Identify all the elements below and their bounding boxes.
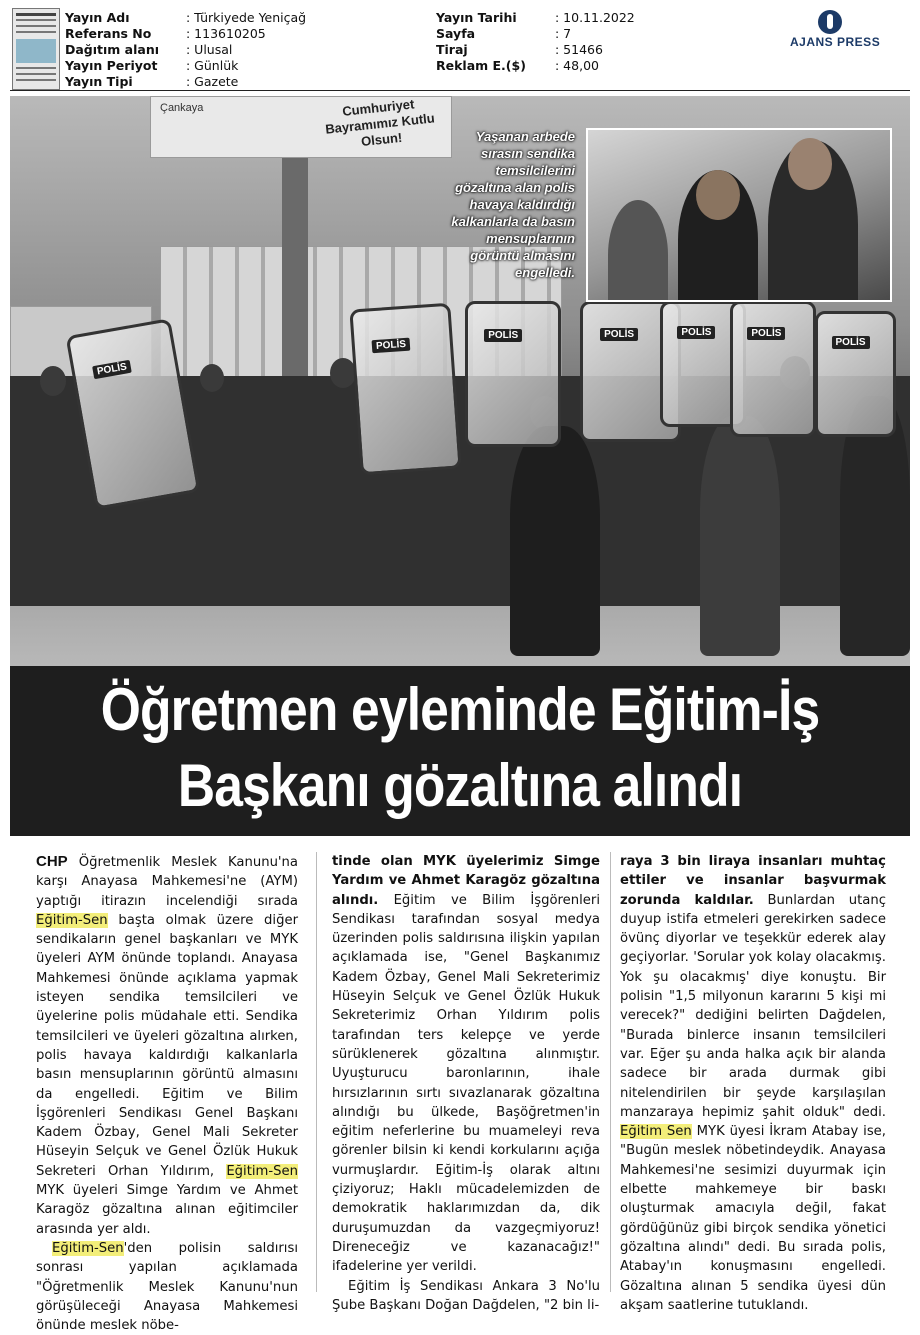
ajans-press-logo-icon bbox=[818, 10, 842, 34]
article-text-bold: tinde olan MYK üyelerimiz Simge Yardım ve Ahmet Karagöz gözaltına alındı. bbox=[332, 854, 600, 908]
police-shield: POLİS bbox=[465, 301, 561, 447]
meta-label: Referans No bbox=[65, 26, 152, 41]
meta-value: : 48,00 bbox=[555, 58, 599, 73]
meta-label: Yayın Tipi bbox=[65, 74, 133, 89]
highlight: Eğitim-Sen bbox=[226, 1163, 298, 1179]
meta-value: : 51466 bbox=[555, 42, 603, 57]
article-kicker: CHP bbox=[36, 853, 68, 870]
meta-label: Sayfa bbox=[436, 26, 476, 41]
meta-value: : Ulusal bbox=[186, 42, 233, 57]
header-divider bbox=[10, 90, 910, 91]
article-text: MYK üyesi İkram Atabay ise, "Bugün meslek nöbetindeydik. Anayasa Mahkemesi'ne sesimizi duyurmak için elbette mahkemeye bir baskı oluşturmak amacıyla değil, fakat gördüğünüz gibi birçok sendika yönetici gözaltına alındı" dedi. Bu sırada polis, Atabay'ın konuşmasını engelledi. Gözaltına alınan 5 sendika üyesi dün akşam saatlerine tutuklandı. bbox=[620, 1124, 886, 1313]
highlight: Eğitim Sen bbox=[620, 1124, 692, 1140]
police-shield: POLİS bbox=[730, 301, 816, 437]
article-text: 'den polisin saldırısı sonrası yapılan açıklamada "Öğretmenlik Meslek Kanunu'nun görüşüleceği Anayasa Mahkemesi önünde meslek nöbe- bbox=[36, 1240, 298, 1334]
meta-value: : 113610205 bbox=[186, 26, 266, 41]
police-shield: POLİS bbox=[349, 303, 461, 476]
inset-photo bbox=[586, 128, 892, 302]
article-text: Eğitim ve Bilim İşgörenleri Sendikası tarafından sosyal medya üzerinden polis saldırısına ilişkin yapılan açıklamada ise, "Genel Başkanımız Kadem Özbay, Genel Mali Sekreterimiz Hüseyin Selçuk ve Genel Özlük Hukuk Sekreterimiz Orhan Yıldırım polis tarafından ters kelepçe ve yerde sürüklenerek gözaltına alınmıştır. Uyuşturucu baronlarının, ihale hırsızlarının sırtı sıvazlanarak gözaltına alındığı bu ülkede, Başöğretmen'in eğitim neferlerine bu muameleyi reva görenler bilsin ki kendi korkularını açığa vurmuşlardır. Eğitim-İş olarak altını çiziyoruz; Haklı mücadelemizden de demokratik haklarımızdan da, dik duruşumuzdan da vazgeçmiyoruz! Direneceğiz ve kazanacağız!" ifadelerine yer verildi. bbox=[332, 892, 600, 1275]
sign-text: Çankaya bbox=[160, 102, 204, 114]
logo-text: AJANS PRESS bbox=[790, 35, 881, 49]
meta-value: : Gazete bbox=[186, 74, 239, 89]
meta-value: : Türkiyede Yeniçağ bbox=[186, 10, 307, 25]
headline-line-1: Öğretmen eyleminde Eğitim-İş bbox=[100, 676, 820, 743]
meta-value: : 10.11.2022 bbox=[555, 10, 635, 25]
article-text: MYK üyeleri Simge Yardım ve Ahmet Karagöz gözaltına alınan eğitimciler arasında yer aldı. bbox=[36, 1183, 298, 1237]
article-text: Bunlardan utanç duyup istifa etmeleri gerekirken sadece övünç diyorlar ve teşekkür ederek alay geçiyorlar. 'Sorular yok kolay olacakmış. Yok şu olacakmış' diye konuştu. Bir polisin "1,5 milyonun kararını 5 kişi mi verecek?" dediğini belirten Dağdelen, "Burada binlerce insanın temsilcileri var. Eğer şu anda halka açık bir alanda sadece bir arada durmak gibi nitelendirilen bir şeyde karşılaşılan manzaraya hepimiz şahit olduk" dedi. bbox=[620, 892, 886, 1120]
article-column-2 bbox=[332, 852, 600, 1315]
article-column-1 bbox=[36, 852, 298, 1335]
headline bbox=[73, 672, 847, 824]
meta-label: Tiraj bbox=[436, 42, 468, 57]
meta-label: Dağıtım alanı bbox=[65, 42, 160, 57]
meta-label: Yayın Adı bbox=[65, 10, 130, 25]
article-column-3 bbox=[620, 852, 886, 1315]
column-divider bbox=[610, 852, 611, 1292]
column-divider bbox=[316, 852, 317, 1292]
headline-line-2: Başkanı gözaltına alındı bbox=[177, 752, 743, 819]
meta-label: Yayın Tarihi bbox=[436, 10, 517, 25]
police-shield: POLİS bbox=[580, 301, 681, 442]
meta-value: : 7 bbox=[555, 26, 572, 41]
highlight: Eğitim-Sen bbox=[36, 912, 108, 928]
photo-caption: Yaşanan arbede sırasın sendika temsilcilerini gözaltına alan polis havaya kaldırdığı kalkanlarla da basın mensuplarının görüntü almasını engelledi. bbox=[451, 129, 575, 280]
article-text: başta olmak üzere diğer sendikaların genel başkanları ve MYK üyeleri AYM önünde toplandı. Anayasa Mahkemesi önünde açıklama yapmak isteyen sendika temsilcileri ve üyelerine polis müdahale etti. Sendika temsilcileri ve üyeleri gözaltına alırken, polis havaya kaldırdığı kalkanlarla basın mensuplarının görüntü almasını da engelledi. Eğitim ve Bilim İşgörenleri Sendikası Genel Başkanı Kadem Özbay, Genel Mali Sekreter Hüseyin Selçuk ve Genel Özlük Hukuk Sekreteri Orhan Yıldırım, bbox=[36, 912, 298, 1179]
highlight: Eğitim-Sen bbox=[52, 1240, 124, 1256]
meta-label: Reklam E.($) bbox=[436, 58, 526, 73]
article-text: Eğitim İş Sendikası Ankara 3 No'lu Şube Başkanı Doğan Dağdelen, "2 bin li- bbox=[332, 1278, 600, 1313]
meta-value: : Günlük bbox=[186, 58, 239, 73]
police-shield: POLİS bbox=[66, 318, 201, 510]
police-shield: POLİS bbox=[660, 301, 746, 427]
article-text: Öğretmenlik Meslek Kanunu'na karşı Anayasa Mahkemesi'ne (AYM) yaptığı itirazın incelendiği sırada bbox=[36, 855, 298, 909]
article-text-bold: raya 3 bin liraya insanları muhtaç ettiler ve insanlar başvurmak zorunda kaldılar. bbox=[620, 854, 886, 908]
meta-label: Yayın Periyot bbox=[65, 58, 158, 73]
police-shield: POLİS bbox=[815, 311, 896, 437]
banner-text: Cumhuriyet Bayramımız Kutlu Olsun! bbox=[324, 96, 436, 150]
page-thumbnail bbox=[12, 8, 60, 90]
